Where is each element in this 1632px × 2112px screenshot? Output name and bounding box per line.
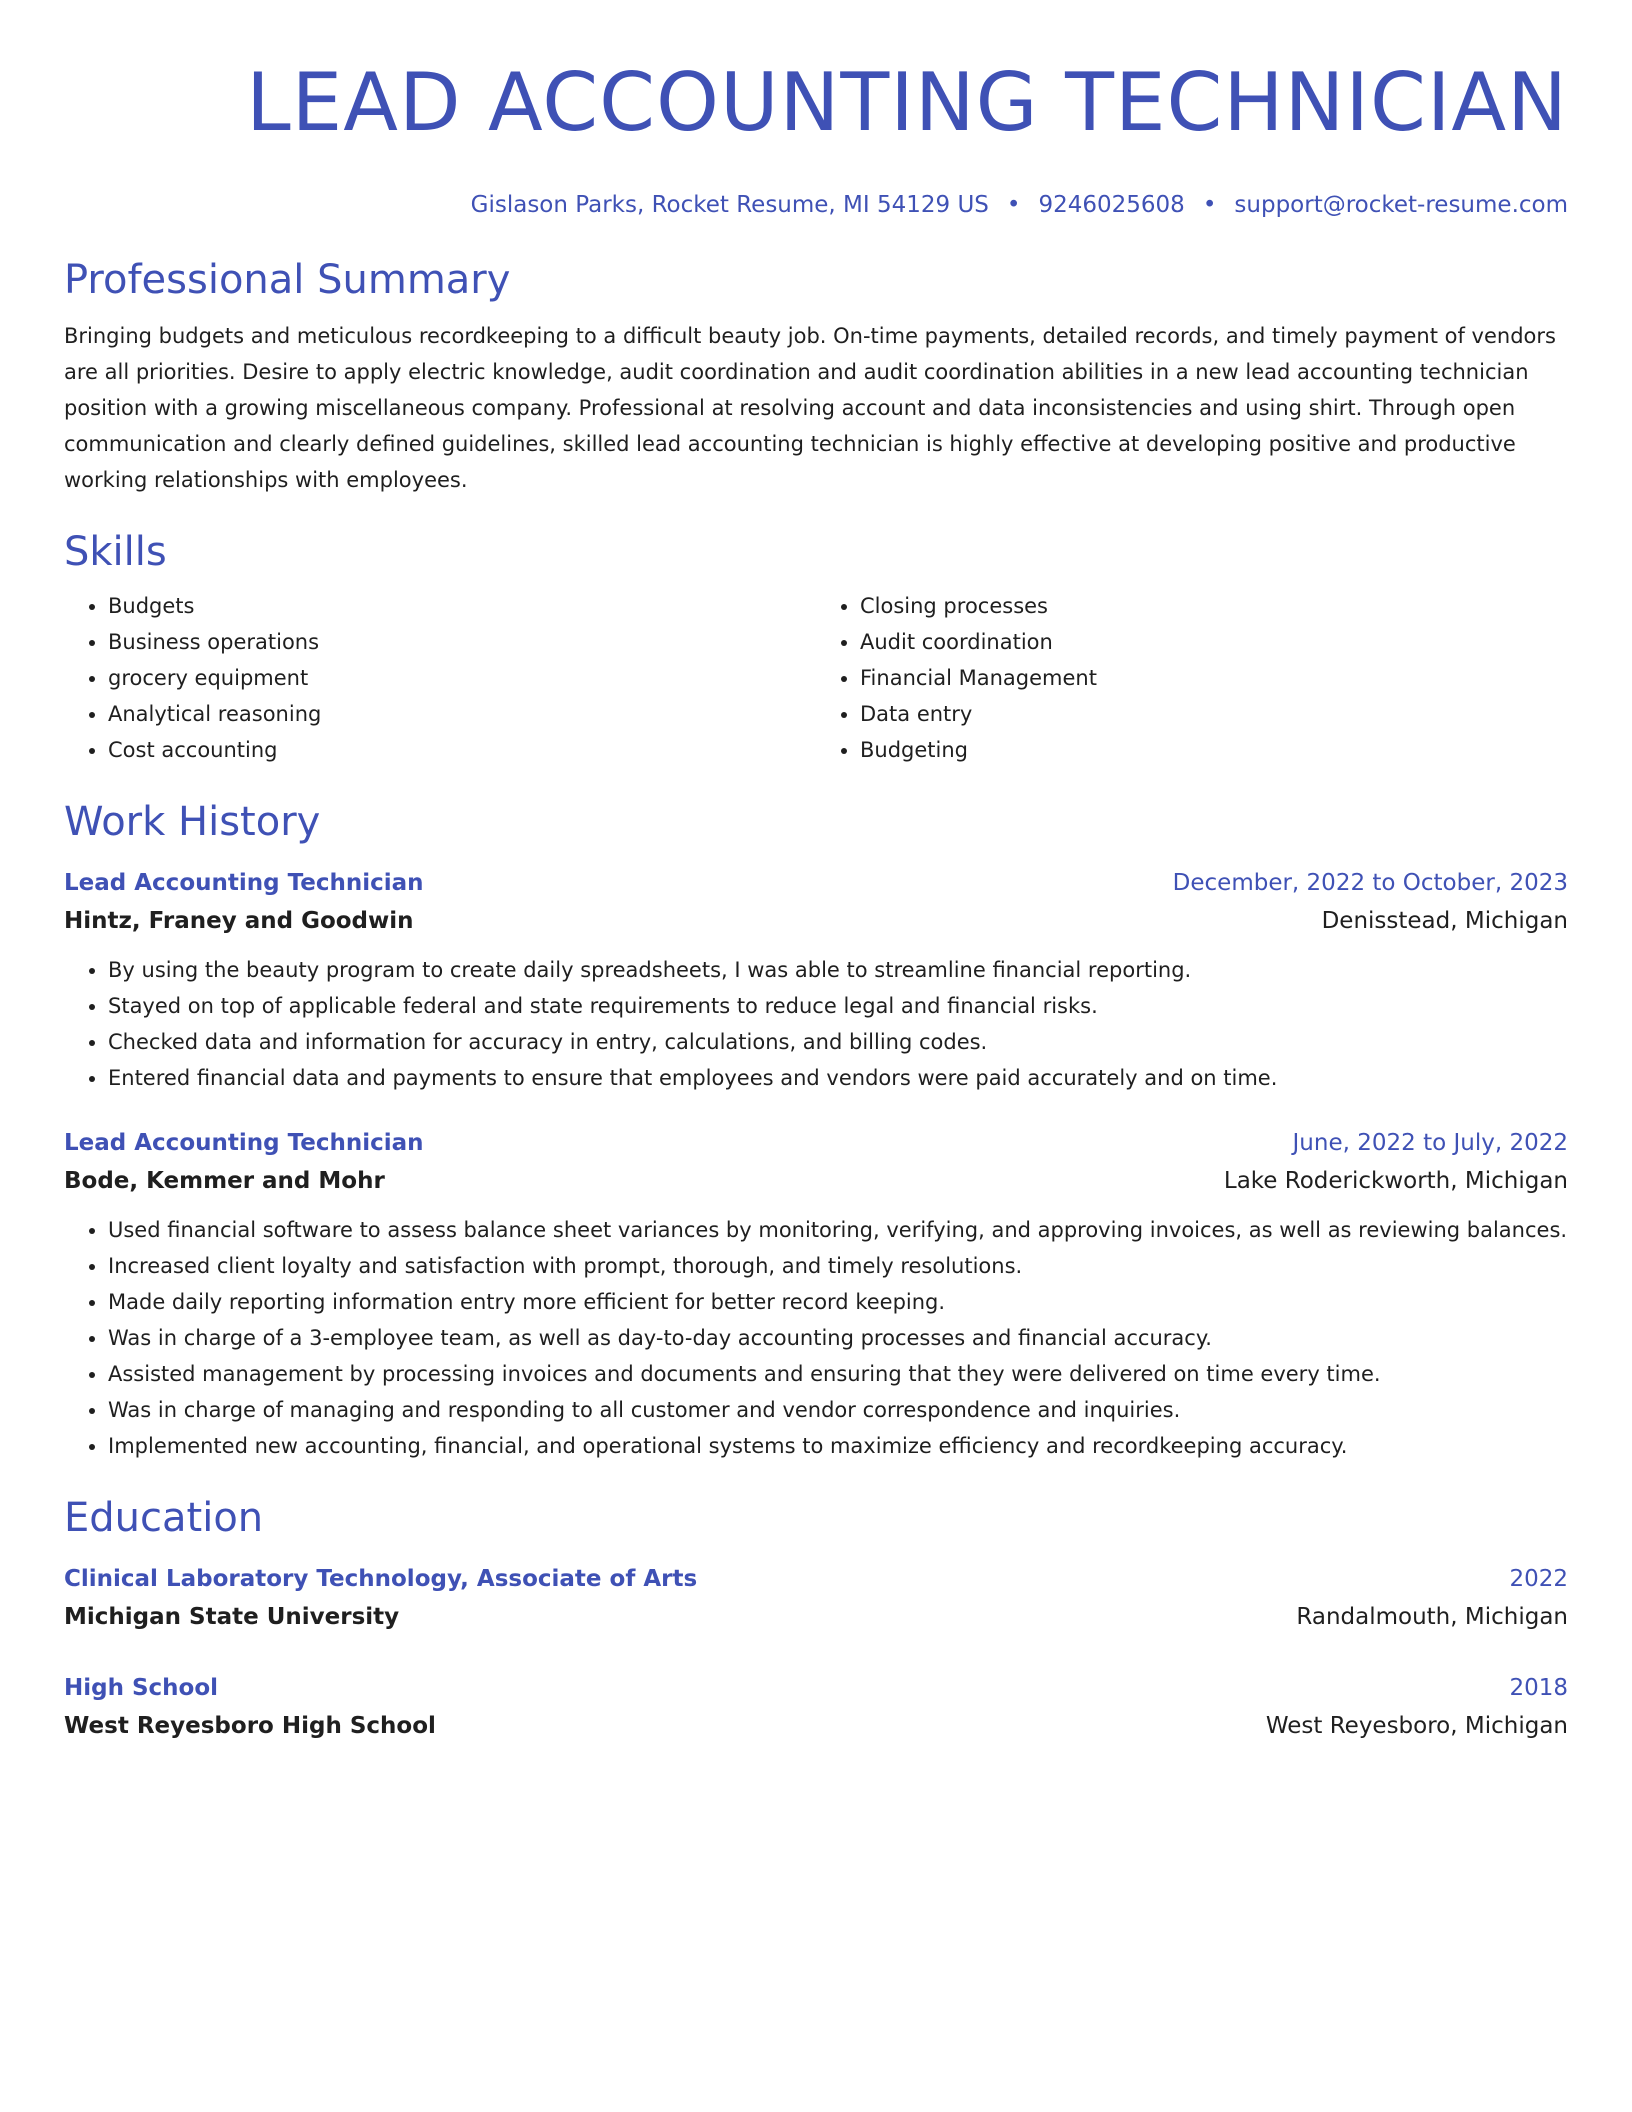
job-company-row — [64, 902, 1568, 940]
job-location: Denisstead, Michigan — [1321, 908, 1568, 934]
job-bullet: • Assisted management by processing invoices and documents and ensuring that they were delivered on time every time. — [108, 1356, 1568, 1392]
contact-separator: • — [1202, 192, 1217, 218]
job-bullet: • Was in charge of managing and responding to all customer and vendor correspondence and inquiries. — [108, 1392, 1568, 1428]
job-dates: December, 2022 to October, 2023 — [1172, 870, 1568, 896]
education-entry — [64, 1669, 1568, 1745]
education-header-row — [64, 1669, 1568, 1707]
education-school-row — [64, 1707, 1568, 1745]
contact-address: Gislason Parks, Rocket Resume, MI 54129 US — [470, 192, 989, 218]
job-bullet: • Made daily reporting information entry more efficient for better record keeping. — [108, 1284, 1568, 1320]
job-bullet: • Entered financial data and payments to ensure that employees and vendors were paid accurately and on time. — [108, 1060, 1568, 1096]
job-bullet: • Stayed on top of applicable federal and state requirements to reduce legal and financial risks. — [108, 988, 1568, 1024]
skill-item: • Budgeting — [860, 732, 1568, 768]
education-section — [64, 1494, 1568, 1745]
contact-line — [64, 190, 1568, 220]
education-school: West Reyesboro High School — [64, 1713, 436, 1739]
skills-columns — [64, 588, 1568, 768]
education-header-row — [64, 1560, 1568, 1598]
job-bullets — [64, 1212, 1568, 1464]
job-bullet: • Checked data and information for accuracy in entry, calculations, and billing codes. — [108, 1024, 1568, 1060]
skill-item: • Business operations — [108, 624, 816, 660]
job-header-row — [64, 1124, 1568, 1162]
job-entry — [64, 864, 1568, 1096]
job-header-row — [64, 864, 1568, 902]
work-history-section — [64, 798, 1568, 1464]
job-company: Hintz, Franey and Goodwin — [64, 908, 414, 934]
skill-item: • Audit coordination — [860, 624, 1568, 660]
education-year: 2022 — [1509, 1566, 1568, 1592]
skill-item: • Closing processes — [860, 588, 1568, 624]
skills-heading: Skills — [64, 529, 167, 575]
job-title: Lead Accounting Technician — [64, 870, 424, 896]
job-title: Lead Accounting Technician — [64, 1130, 424, 1156]
education-school: Michigan State University — [64, 1604, 400, 1630]
job-bullet: • Used financial software to assess balance sheet variances by monitoring, verifying, and approving invoices, as well as reviewing balances. — [108, 1212, 1568, 1248]
contact-separator: • — [1006, 192, 1021, 218]
job-location: Lake Roderickworth, Michigan — [1223, 1168, 1568, 1194]
skills-left-column — [64, 588, 816, 768]
skill-item: • Financial Management — [860, 660, 1568, 696]
job-entry — [64, 1124, 1568, 1464]
education-degree: Clinical Laboratory Technology, Associate of Arts — [64, 1566, 698, 1592]
education-location: Randalmouth, Michigan — [1296, 1604, 1568, 1630]
job-bullet: • Was in charge of a 3-employee team, as well as day-to-day accounting processes and financial accuracy. — [108, 1320, 1568, 1356]
skills-right-column — [816, 588, 1568, 768]
job-company: Bode, Kemmer and Mohr — [64, 1168, 385, 1194]
summary-heading: Professional Summary — [64, 257, 511, 303]
job-company-row — [64, 1162, 1568, 1200]
job-bullet: • By using the beauty program to create daily spreadsheets, I was able to streamline financial reporting. — [108, 952, 1568, 988]
skill-item: • Budgets — [108, 588, 816, 624]
skill-item: • grocery equipment — [108, 660, 816, 696]
resume-title: LEAD ACCOUNTING TECHNICIAN — [246, 56, 1568, 149]
contact-email[interactable]: support@rocket-resume.com — [1234, 192, 1568, 218]
education-degree: High School — [64, 1675, 219, 1701]
summary-section — [64, 256, 1568, 498]
skill-item: • Analytical reasoning — [108, 696, 816, 732]
education-location: West Reyesboro, Michigan — [1265, 1713, 1568, 1739]
skill-item: • Cost accounting — [108, 732, 816, 768]
summary-text: Bringing budgets and meticulous recordkeeping to a difficult beauty job. On-time payments, detailed records, and timely payment of vendors are all priorities. Desire to apply electric knowledge, audit coordination and audit coordination abilities in a new lead accounting technician position with a growing miscellaneous company. Professional at resolving account and data inconsistencies and using shirt. Through open communication and clearly defined guidelines, skilled lead accounting technician is highly effective at developing positive and productive working relationships with employees. — [64, 324, 1556, 492]
education-heading: Education — [64, 1495, 264, 1541]
contact-phone: 9246025608 — [1038, 192, 1185, 218]
job-bullets — [64, 952, 1568, 1096]
job-dates: June, 2022 to July, 2022 — [1292, 1130, 1568, 1156]
education-entry — [64, 1560, 1568, 1636]
work-history-heading: Work History — [64, 799, 321, 845]
job-bullet: • Increased client loyalty and satisfaction with prompt, thorough, and timely resolutions. — [108, 1248, 1568, 1284]
education-year: 2018 — [1509, 1675, 1568, 1701]
skill-item: • Data entry — [860, 696, 1568, 732]
job-bullet: • Implemented new accounting, financial, and operational systems to maximize efficiency and recordkeeping accuracy. — [108, 1428, 1568, 1464]
education-school-row — [64, 1598, 1568, 1636]
skills-section — [64, 528, 1568, 768]
